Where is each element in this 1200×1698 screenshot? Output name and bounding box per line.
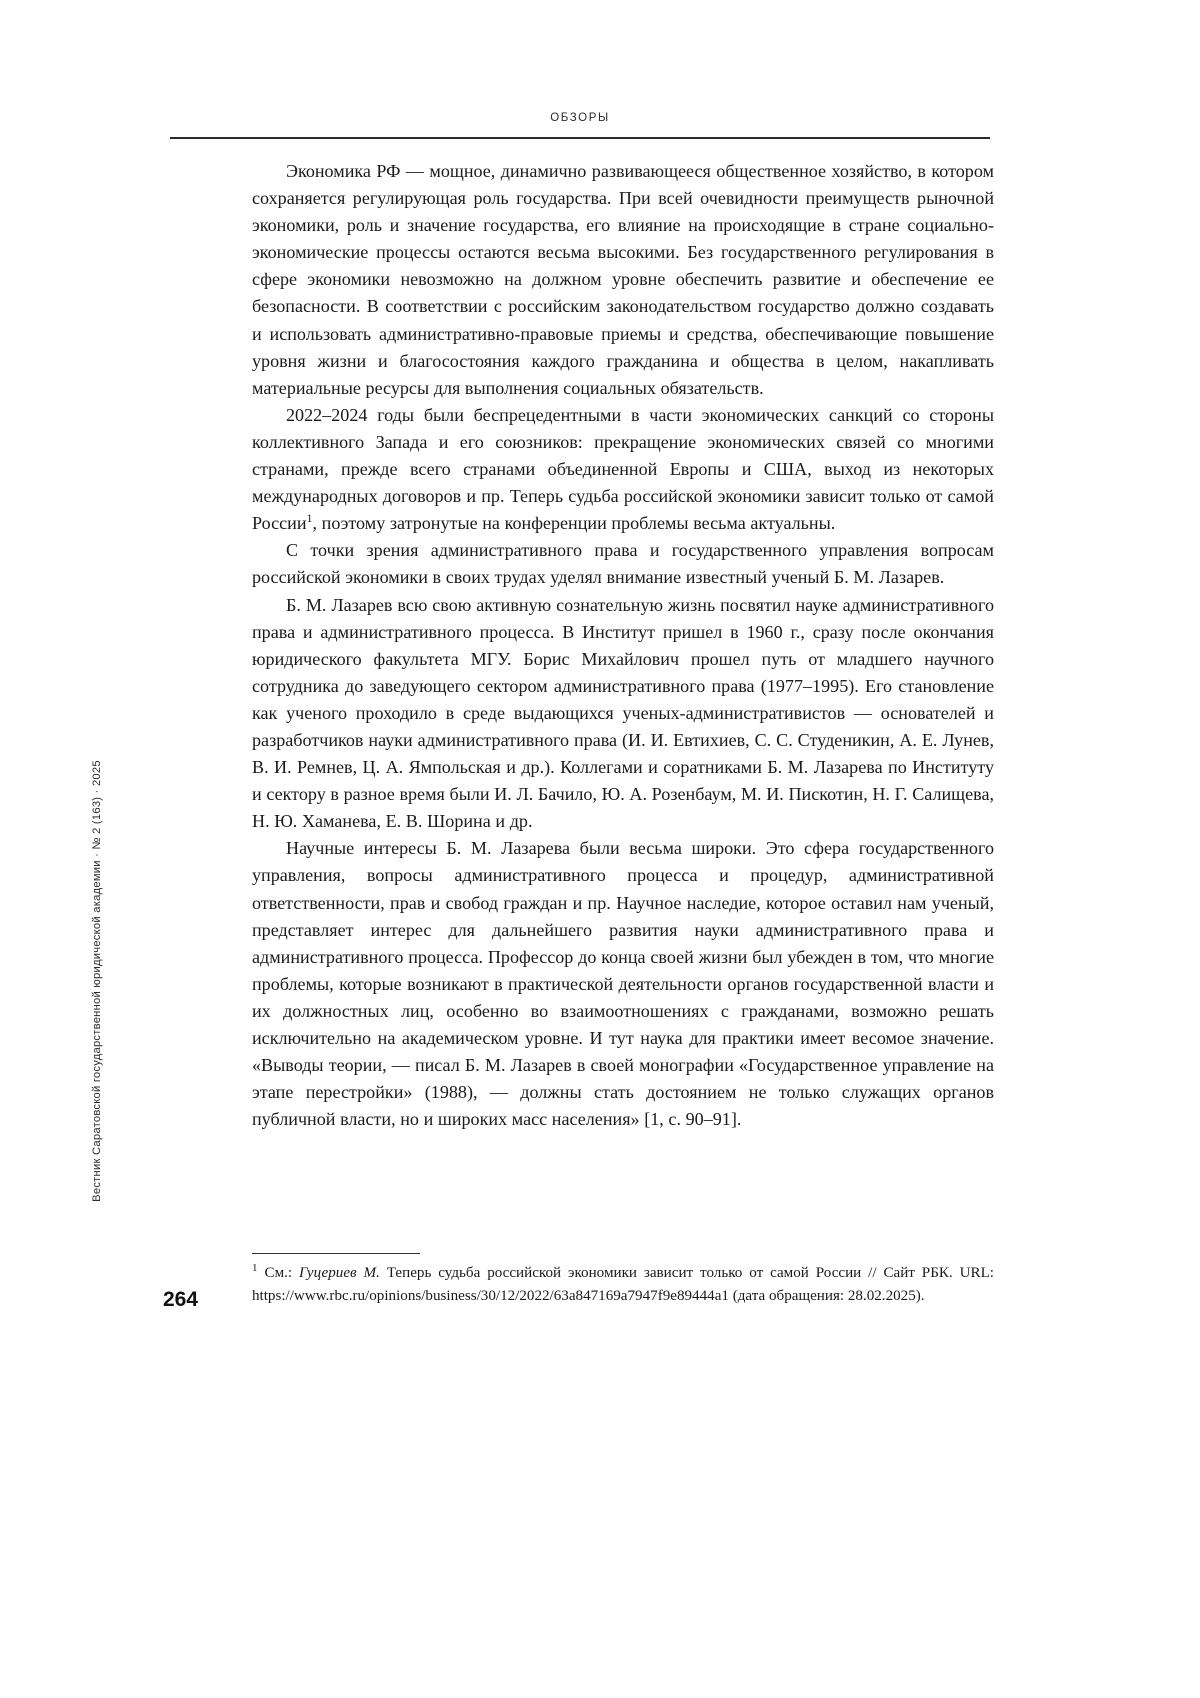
- paragraph-4: Б. М. Лазарев всю свою активную сознательную жизнь посвятил науке административного права и административного процесса. В Институт пришел в 1960 г., сразу после окончания юридического факультета МГУ. Борис Михайлович прошел путь от младшего научного сотрудника до заведующего сектором административного права (1977–1995). Его становление как ученого проходило в среде выдающихся ученых-административистов — основателей и разработчиков науки административного права (И. И. Евтихиев, С. С. Студеникин, А. Е. Лунев, В. И. Ремнев, Ц. А. Ямпольская и др.). Коллегами и соратниками Б. М. Лазарева по Институту и сектору в разное время были И. Л. Бачило, Ю. А. Розенбаум, М. И. Пискотин, Н. Г. Салищева, Н. Ю. Хаманева, Е. В. Шорина и др.: [252, 594, 994, 832]
- paragraph-1: Экономика РФ — мощное, динамично развивающееся общественное хозяйство, в котором сохраняется регулирующая роль государства. При всей очевидности преимуществ рыночной экономики, роль и значение государства, его влияние на происходящие в стране социально-экономические процессы остаются весьма высокими. Без государственного регулирования в сфере экономики невозможно на должном уровне обеспечить развитие и обеспечение ее безопасности. В соответствии с российским законодательством государство должно создавать и использовать административно-правовые приемы и средства, обеспечивающие повышение уровня жизни и благосостояния каждого гражданина и общества в целом, накапливать материальные ресурсы для выполнения социальных обязательств.: [252, 161, 994, 398]
- paragraph-3: С точки зрения административного права и государственного управления вопросам российской экономики в своих трудах уделял внимание известный ученый Б. М. Лазарев.: [252, 540, 994, 588]
- page-number: 264: [163, 1288, 199, 1311]
- footnote-divider: [252, 1253, 420, 1254]
- running-head: ОБЗОРЫ: [550, 112, 610, 124]
- paragraph-5: Научные интересы Б. М. Лазарева были весьма широки. Это сфера государственного управления, вопросы административного процесса и процедур, административной ответственности, прав и свобод граждан и пр. Научное наследие, которое оставил нам ученый, представляет интерес для дальнейшего развития науки административного права и административного процесса. Профессор до конца своей жизни был убежден в том, что многие проблемы, которые возникают в практической деятельности органов государственной власти и их должностных лиц, особенно во взаимоотношениях с гражданами, возможно решать исключительно на академическом уровне. И тут наука для практики имеет весомое значение. «Выводы теории, — писал Б. М. Лазарев в своей монографии «Государственное управление на этапе перестройки» (1988), — должны стать достоянием не только служащих органов публичной власти, но и широких масс населения» [1, с. 90–91].: [252, 838, 994, 1130]
- main-text-column: [252, 158, 994, 1133]
- header-divider: [170, 137, 990, 139]
- paragraph-2: [252, 402, 994, 537]
- paragraph-2-text: 2022–2024 годы были беспрецедентными в части экономических санкций со стороны коллективного Запада и его союзников: прекращение экономических связей со многими странами, прежде всего странами объединенной Европы и США, выход из некоторых международных договоров и пр. Теперь судьба российской экономики зависит только от самой России: [252, 404, 994, 534]
- footnote-block: [252, 1262, 994, 1307]
- paragraph-2-tail: , поэтому затронутые на конференции проблемы весьма актуальны.: [312, 513, 836, 534]
- footnote-text: Теперь судьба российской экономики зависит только от самой России // Сайт РБК. URL: https://www.rbc.ru/opinions/business/30/12/2022/63a847169a7947f9e89444a1 (дата обращения: 28.02.2025).: [252, 1265, 994, 1304]
- footnote-marker: 1: [252, 1261, 258, 1274]
- footnote-author: Гуцериев М.: [299, 1265, 380, 1281]
- footnote-reference[interactable]: 1: [306, 511, 313, 526]
- journal-side-note: Вестник Саратовской государственной юридической академии · № 2 (163) · 2025: [91, 760, 103, 1202]
- footnote-prefix: См.:: [264, 1265, 299, 1281]
